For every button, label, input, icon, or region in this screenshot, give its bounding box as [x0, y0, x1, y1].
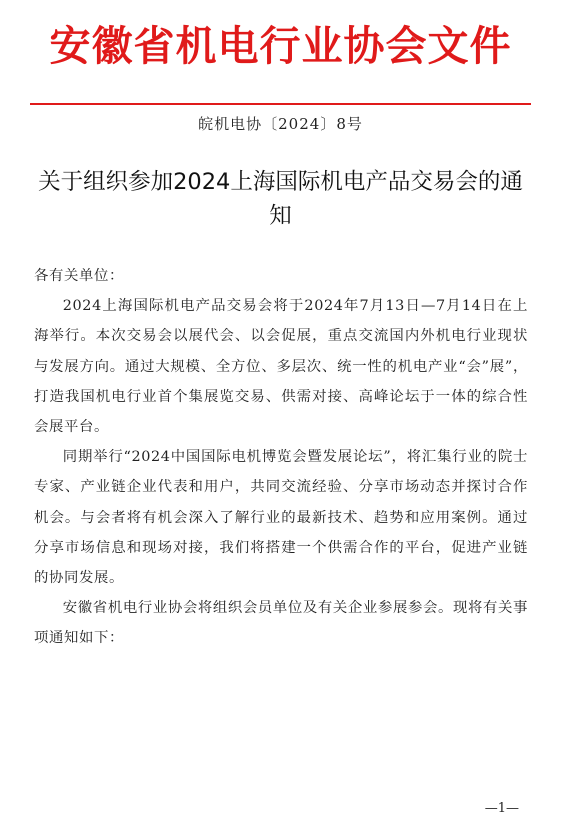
document-header-title: 安徽省机电行业协会文件 — [49, 22, 512, 70]
document-body — [34, 261, 528, 654]
body-paragraph-3: 安徽省机电行业协会将组织会员单位及有关企业参展参会。现将有关事项通知如下： — [34, 600, 528, 647]
page-number: —1— — [484, 801, 519, 816]
body-paragraph-2: 同期举行“2024中国国际电机博览会暨发展论坛”，将汇集行业的院士专家、产业链企业代表和用户，共同交流经验、分享市场动态并探讨合作机会。与会者将有机会深入了解行业的最新技术、趋势和应用案例。通过分享市场信息和现场对接，我们将搭建一个供需合作的平台，促进产业链的协同发展。 — [34, 449, 528, 587]
notice-title: 关于组织参加2024上海国际机电产品交易会的通知 — [38, 169, 523, 229]
document-number: 皖机电协〔2024〕8号 — [198, 115, 363, 133]
body-paragraph-1: 2024上海国际机电产品交易会将于2024年7月13日—7月14日在上海举行。本次交易会以展代会、以会促展，重点交流国内外机电行业现状与发展方向。通过大规模、全方位、多层次、统一性的机电产业“会”展”，打造我国机电行业首个集展览交易、供需对接、高峰论坛于一体的综合性会展平台。 — [34, 298, 528, 436]
salutation: 各有关单位： — [34, 268, 124, 284]
header-divider — [30, 103, 531, 105]
